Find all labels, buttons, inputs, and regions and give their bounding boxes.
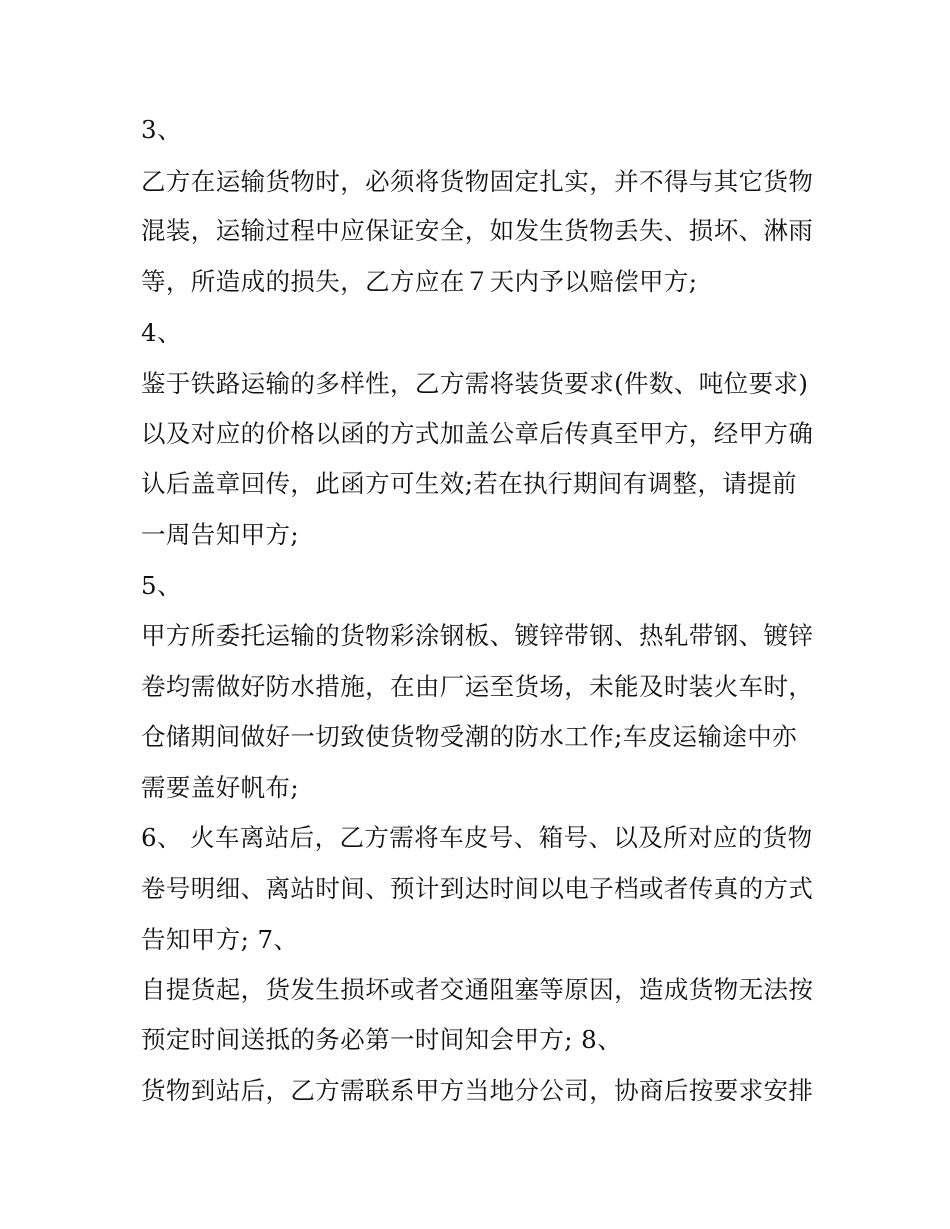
clause-8-text-line-1: 货物到站后，乙方需联系甲方当地分公司，协商后按要求安排 [141, 1076, 814, 1105]
clause-3-text-line-1: 乙方在运输货物时，必须将货物固定扎实，并不得与其它货物 [141, 167, 814, 196]
clause-6-text-line-1: 6、 火车离站后，乙方需将车皮号、箱号、以及所对应的货物 [141, 823, 813, 852]
clause-5-text-line-1: 甲方所委托运输的货物彩涂钢板、镀锌带钢、热轧带钢、镀锌 [141, 621, 814, 650]
clause-4-text-line-3: 认后盖章回传，此函方可生效;若在执行期间有调整，请提前 [141, 469, 798, 498]
clause-6-text-line-2: 卷号明细、离站时间、预计到达时间以电子档或者传真的方式 [141, 874, 814, 903]
clause-7-text-line-2: 预定时间送抵的务必第一时间知会甲方; 8、 [141, 1025, 623, 1054]
clause-4-number: 4、 [141, 318, 182, 347]
clause-3-text-line-2: 混装，运输过程中应保证安全，如发生货物丢失、损坏、淋雨 [141, 216, 814, 245]
clause-4-text-line-1: 鉴于铁路运输的多样性，乙方需将装货要求(件数、吨位要求) [141, 369, 809, 398]
clause-7-text-line-1: 自提货起，货发生损坏或者交通阻塞等原因，造成货物无法按 [141, 975, 814, 1004]
clause-5-text-line-2: 卷均需做好防水措施，在由厂运至货场，未能及时装火车时， [141, 672, 814, 701]
clause-4-text-line-4: 一周告知甲方; [141, 520, 300, 549]
clause-6-text-line-3: 告知甲方; 7、 [141, 925, 299, 954]
clause-5-text-line-3: 仓储期间做好一切致使货物受潮的防水工作;车皮运输途中亦 [141, 722, 798, 751]
clause-3-text-line-3: 等，所造成的损失，乙方应在７天内予以赔偿甲方; [141, 267, 698, 296]
clause-5-text-line-4: 需要盖好帆布; [141, 773, 300, 802]
clause-3-number: 3、 [141, 115, 182, 144]
clause-5-number: 5、 [141, 571, 182, 600]
clause-4-text-line-2: 以及对应的价格以函的方式加盖公章后传真至甲方，经甲方确 [141, 419, 814, 448]
